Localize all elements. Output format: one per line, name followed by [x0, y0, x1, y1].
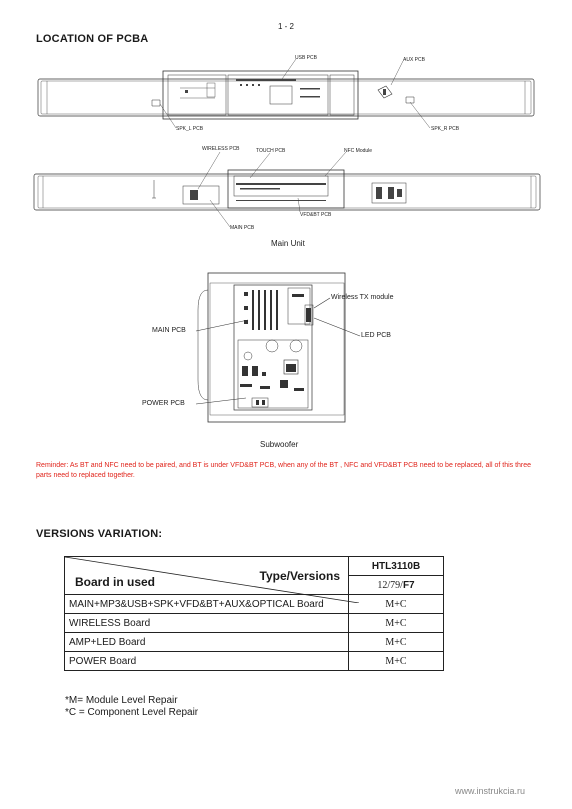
label-main-pcb: MAIN PCB [230, 225, 255, 231]
versions-table [64, 556, 444, 671]
variant-prefix: 12/79/ [377, 579, 403, 591]
repair-level: M+C [349, 595, 444, 614]
label-touch-pcb: TOUCH PCB [256, 148, 286, 154]
table-row [65, 652, 444, 671]
page-number: 1 - 2 [278, 22, 295, 31]
reminder-note: Reminder: As BT and NFC need to be paired, and BT is under VFD&BT PCB, when any of the BT , NFC and VFD&BT PCB need to be replaced, all of this three parts need to replaced together. [36, 462, 532, 479]
label-spk-l-pcb: SPK_L PCB [176, 126, 204, 132]
board-name: WIRELESS Board [65, 614, 349, 633]
label-aux-pcb: AUX PCB [403, 57, 425, 63]
note-module-level: *M= Module Level Repair [65, 695, 178, 706]
header-board-in-used: Board in used [75, 575, 156, 589]
board-name: MAIN+MP3&USB+SPK+VFD&BT+AUX&OPTICAL Board [65, 595, 349, 614]
note-component-level: *C = Component Level Repair [65, 707, 199, 718]
versions-heading: VERSIONS VARIATION: [36, 528, 163, 540]
soundbar-top-drawing [38, 71, 534, 119]
label-power-pcb: POWER PCB [142, 400, 185, 407]
board-name: POWER Board [65, 652, 349, 671]
header-type-versions: Type/Versions [259, 569, 340, 583]
table-row [65, 633, 444, 652]
model-name: HTL3110B [349, 557, 444, 576]
main-unit-caption: Main Unit [271, 239, 305, 248]
repair-level: M+C [349, 614, 444, 633]
table-row [65, 614, 444, 633]
soundbar-front-drawing [34, 170, 540, 210]
model-variant [349, 576, 444, 595]
label-spk-r-pcb: SPK_R PCB [431, 126, 460, 132]
label-led-pcb: LED PCB [361, 332, 391, 339]
table-header-cell [65, 557, 349, 595]
repair-level: M+C [349, 652, 444, 671]
subwoofer-caption: Subwoofer [260, 440, 299, 449]
board-name: AMP+LED Board [65, 633, 349, 652]
label-vfd-bt-pcb: VFD&BT PCB [300, 212, 332, 218]
label-wireless-pcb: WIRELESS PCB [202, 146, 240, 152]
repair-level: M+C [349, 633, 444, 652]
watermark-link[interactable]: www.instrukcia.ru [455, 786, 526, 796]
location-heading: LOCATION OF PCBA [36, 33, 149, 45]
label-wireless-tx-module: Wireless TX module [331, 294, 394, 301]
notes [65, 695, 198, 719]
label-nfc-module: NFC Module [344, 148, 373, 154]
label-sub-main-pcb: MAIN PCB [152, 327, 186, 334]
variant-bold: F7 [402, 579, 415, 591]
label-usb-pcb: USB PCB [295, 55, 317, 61]
